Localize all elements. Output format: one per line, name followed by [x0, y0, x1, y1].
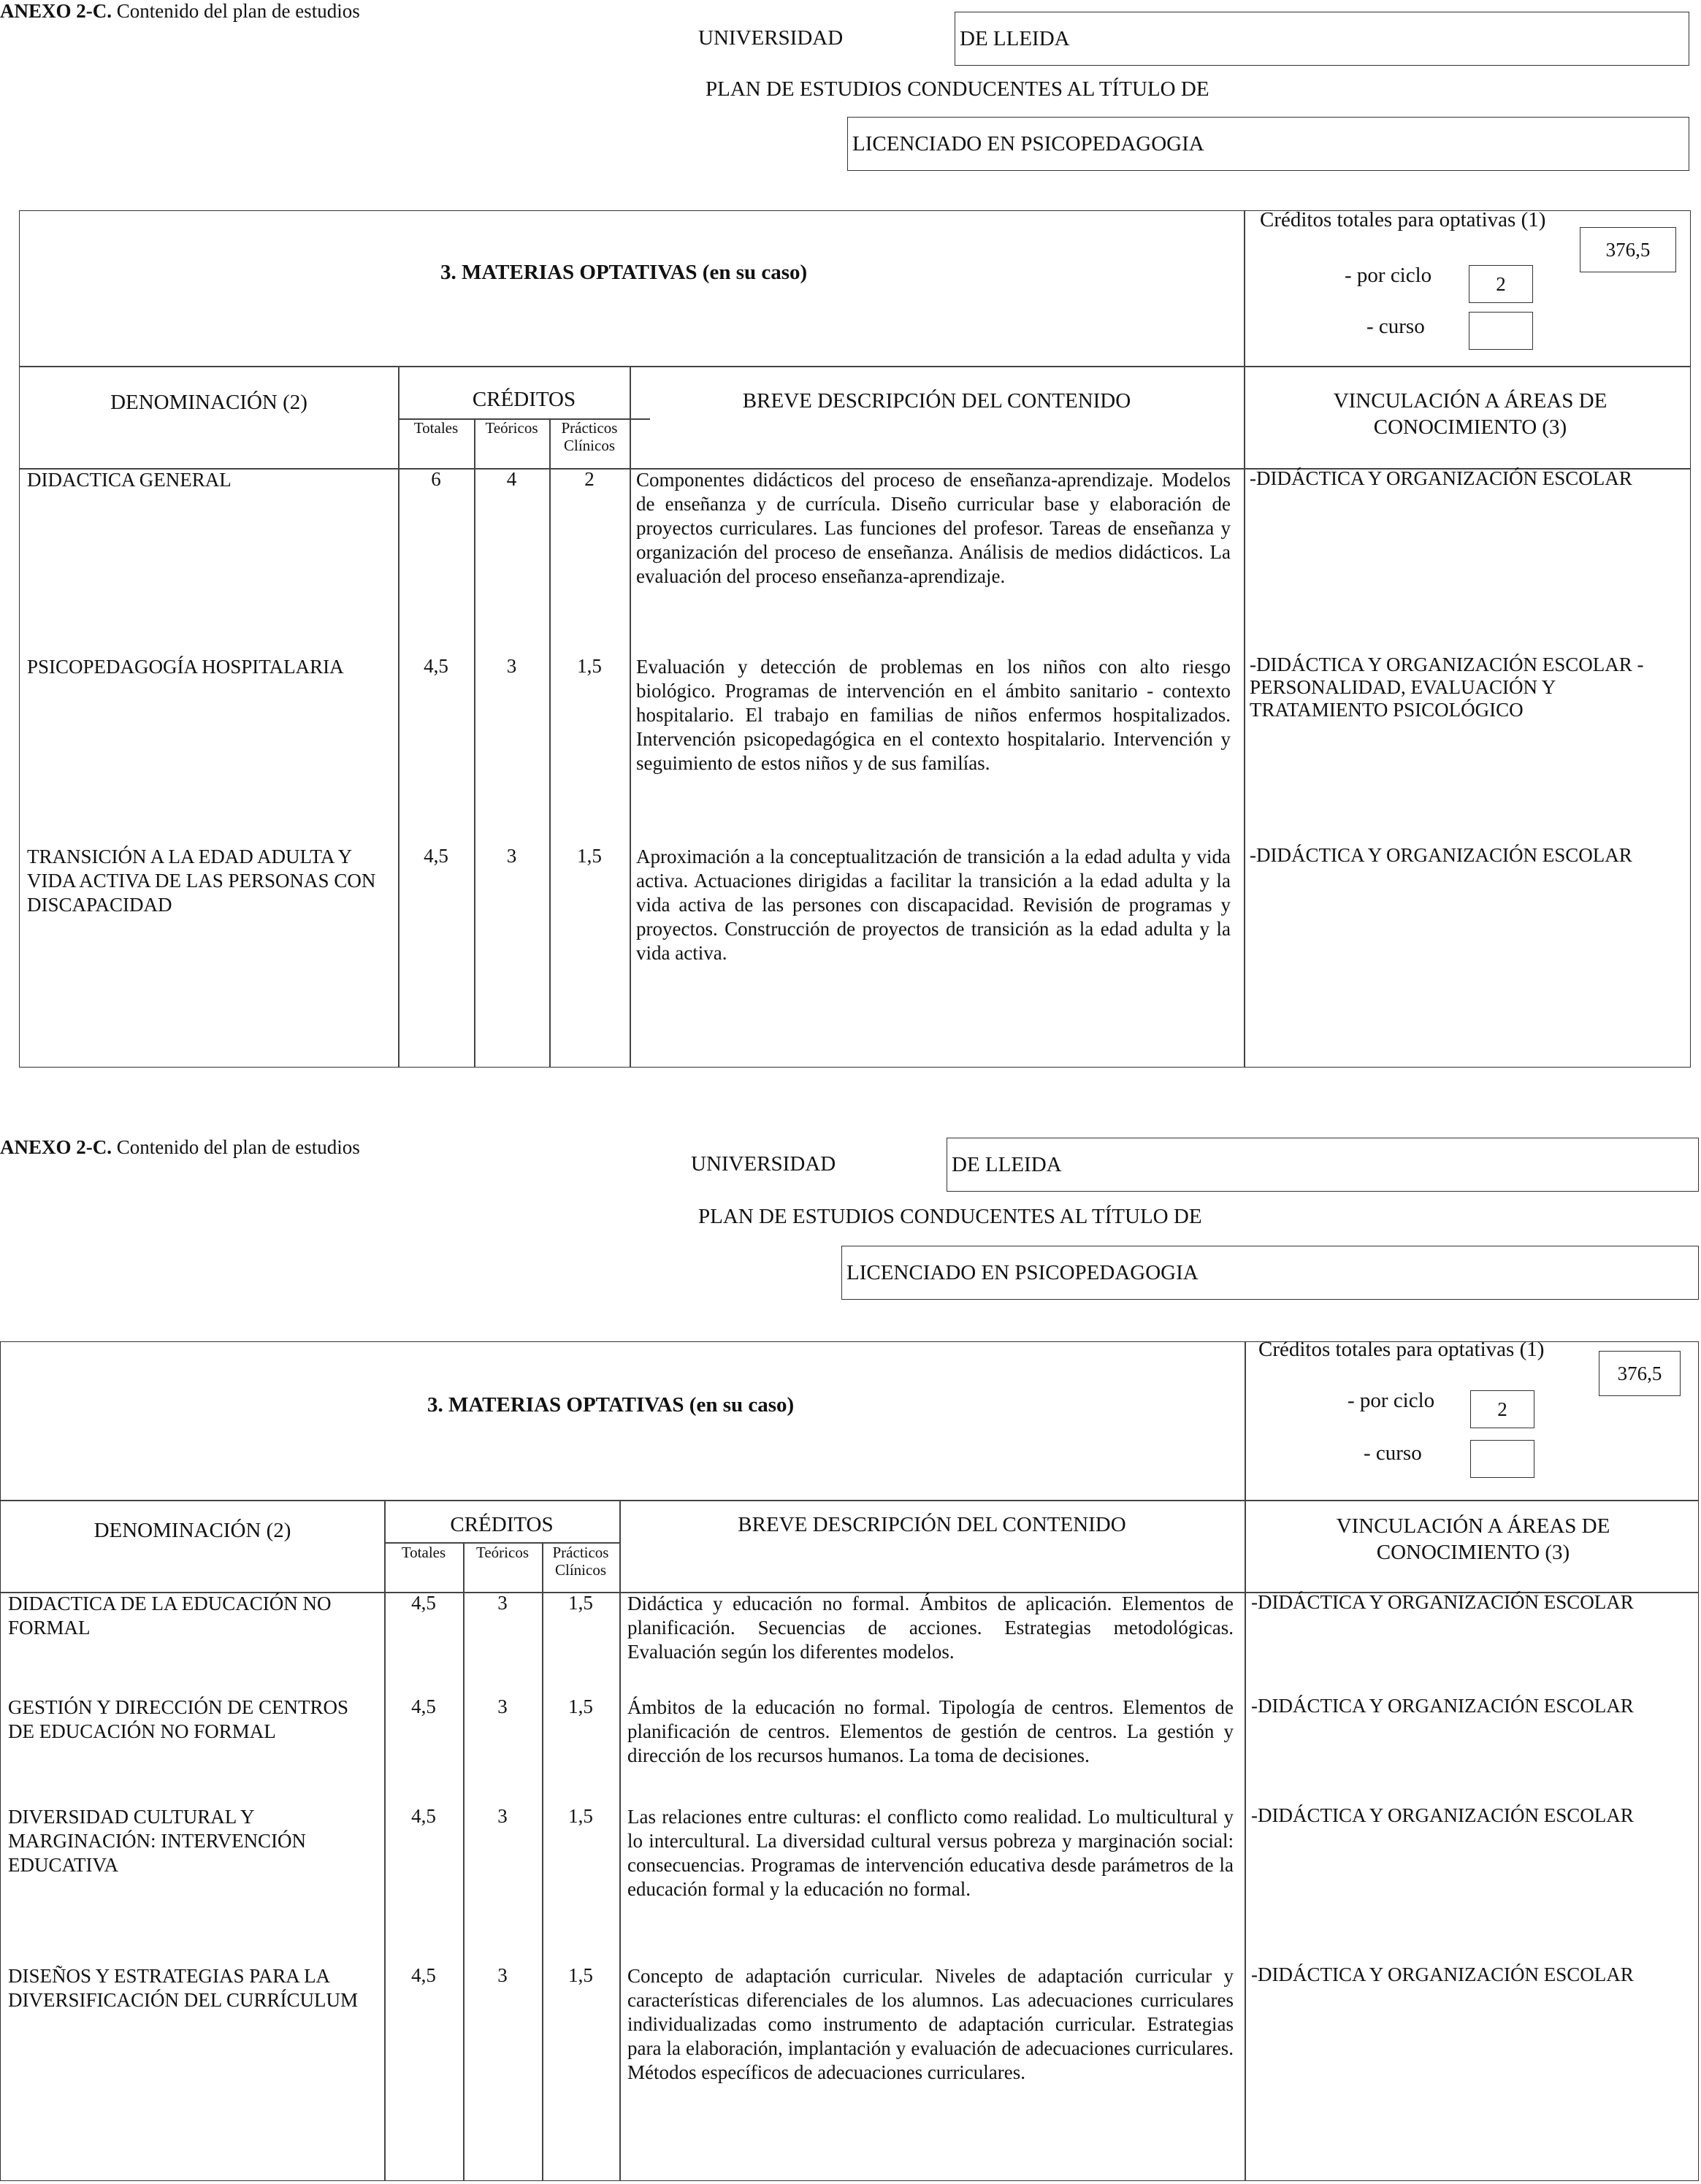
header-practicos: Prácticos Clínicos: [552, 1544, 609, 1579]
por-ciclo-value: 2: [1470, 1390, 1534, 1428]
row-2-descripcion: Evaluación y detección de problemas en los niños con alto riesgo biológico. Programas de intervención en el ámbito sanitario - contexto hospitalario. El trabajo en familias de niños enfermos hospitalizados. Intervención psicopedagógica en el contexto hospitalario. Intervención y seguimiento de estos niños y de sus familías.: [636, 656, 1231, 774]
row-1-denominacion: DIDACTICA GENERAL: [27, 469, 232, 491]
row-2-denominacion: GESTIÓN Y DIRECCIÓN DE CENTROS DE EDUCACIÓN NO FORMAL: [8, 1696, 348, 1742]
row-1-vinculacion: -DIDÁCTICA Y ORGANIZACIÓN ESCOLAR: [1251, 1591, 1634, 1613]
row-3-practicos: 1,5: [577, 845, 602, 867]
row-2-totales: 4,5: [424, 655, 448, 677]
row-2-teoricos: 3: [506, 655, 517, 677]
row-2-vinculacion: -DIDÁCTICA Y ORGANIZACIÓN ESCOLAR: [1251, 1695, 1634, 1717]
plan-label: PLAN DE ESTUDIOS CONDUCENTES AL TÍTULO DE: [698, 1205, 1202, 1228]
row-4-descripcion: Concepto de adaptación curricular. Niveles de adaptación curricular y características diferenciales de los alumnos. Las adecuaciones curriculares individualizadas como instrumento de adaptación curricular. Estrategias para la elaboración, implantación y evaluación de adecuaciones curriculares. Métodos específicos de adecuaciones curriculares.: [627, 1965, 1234, 2083]
row-3-teoricos: 3: [497, 1805, 508, 1827]
row-2-practicos: 1,5: [577, 655, 602, 677]
header-descripcion: BREVE DESCRIPCIÓN DEL CONTENIDO: [738, 1513, 1126, 1536]
row-4-totales: 4,5: [411, 1964, 436, 1986]
por-ciclo-label: - por ciclo: [1348, 1389, 1435, 1412]
header-descripcion: BREVE DESCRIPCIÓN DEL CONTENIDO: [742, 389, 1131, 413]
row-3-practicos: 1,5: [568, 1805, 593, 1827]
row-2-practicos: 1,5: [568, 1696, 593, 1717]
section-title: 3. MATERIAS OPTATIVAS (en su caso): [440, 261, 808, 284]
universidad-value-box: DE LLEIDA: [947, 1138, 1699, 1192]
row-4-denominacion: DISEÑOS Y ESTRATEGIAS PARA LA DIVERSIFICACIÓN DEL CURRÍCULUM: [8, 1965, 359, 2011]
universidad-value-box: DE LLEIDA: [955, 12, 1689, 66]
row-4-practicos: 1,5: [568, 1964, 593, 1986]
por-ciclo-label: - por ciclo: [1345, 264, 1432, 287]
row-3-teoricos: 3: [506, 845, 517, 867]
header-teoricos: Teóricos: [485, 419, 538, 437]
row-1-vinculacion: -DIDÁCTICA Y ORGANIZACIÓN ESCOLAR: [1250, 467, 1632, 489]
row-1-teoricos: 4: [506, 468, 517, 490]
row-1-practicos: 2: [584, 468, 595, 490]
header-creditos: CRÉDITOS: [450, 1513, 554, 1536]
row-4-vinculacion: -DIDÁCTICA Y ORGANIZACIÓN ESCOLAR: [1251, 1963, 1634, 1985]
row-3-totales: 4,5: [424, 845, 448, 867]
row-2-vinculacion: -DIDÁCTICA Y ORGANIZACIÓN ESCOLAR -PERSONALIDAD, EVALUACIÓN Y TRATAMIENTO PSICOLÓGICO: [1250, 654, 1644, 721]
header-vinculacion: VINCULACIÓN A ÁREAS DE CONOCIMIENTO (3): [1333, 389, 1608, 439]
titulo-value-box: LICENCIADO EN PSICOPEDAGOGIA: [847, 117, 1689, 171]
header-totales: Totales: [413, 419, 459, 437]
curso-value: [1470, 1440, 1534, 1478]
row-3-vinculacion: -DIDÁCTICA Y ORGANIZACIÓN ESCOLAR: [1251, 1804, 1634, 1826]
row-3-totales: 4,5: [411, 1805, 436, 1827]
header-denominacion: DENOMINACIÓN (2): [110, 391, 307, 414]
por-ciclo-value: 2: [1469, 265, 1533, 303]
creditos-totales-value: 376,5: [1580, 227, 1676, 272]
header-totales: Totales: [401, 1544, 446, 1561]
creditos-totales-label: Créditos totales para optativas (1): [1258, 1338, 1545, 1361]
section-title: 3. MATERIAS OPTATIVAS (en su caso): [427, 1393, 795, 1417]
creditos-totales-label: Créditos totales para optativas (1): [1260, 208, 1546, 231]
curso-label: - curso: [1364, 1441, 1422, 1465]
row-1-descripcion: Didáctica y educación no formal. Ámbitos de aplicación. Elementos de planificación. Secuencias de acciones. Estrategias metodológicas. Evaluación según los diferentes modelos.: [627, 1593, 1234, 1663]
row-3-denominacion: DIVERSIDAD CULTURAL Y MARGINACIÓN: INTERVENCIÓN EDUCATIVA: [8, 1806, 307, 1876]
row-3-descripcion: Las relaciones entre culturas: el conflicto como realidad. Lo multicultural y lo intercultural. La diversidad cultural versus pobreza y marginación social: consecuencias. Programas de intervención educativa desde parámetros de la educación formal y la educación no formal.: [627, 1806, 1234, 1900]
header-teoricos: Teóricos: [475, 1544, 529, 1561]
row-2-descripcion: Ámbitos de la educación no formal. Tipología de centros. Elementos de planificación de centros. Elementos de gestión de centros. La gestión y dirección de los recursos humanos. La toma de decisiones.: [627, 1696, 1234, 1766]
universidad-label: UNIVERSIDAD: [691, 1152, 836, 1176]
row-3-denominacion: TRANSICIÓN A LA EDAD ADULTA Y VIDA ACTIVA DE LAS PERSONAS CON DISCAPACIDAD: [27, 846, 376, 916]
document-page-2: [0, 1132, 1701, 2184]
curso-label: - curso: [1366, 315, 1425, 338]
header-creditos: CRÉDITOS: [472, 388, 576, 411]
row-2-denominacion: PSICOPEDAGOGÍA HOSPITALARIA: [27, 656, 344, 678]
curso-value: [1469, 312, 1533, 350]
materias-optativas-table: [0, 1338, 1699, 2181]
row-3-vinculacion: -DIDÁCTICA Y ORGANIZACIÓN ESCOLAR: [1250, 844, 1632, 866]
row-2-totales: 4,5: [411, 1696, 436, 1717]
row-1-descripcion: Componentes didácticos del proceso de enseñanza-aprendizaje. Modelos de enseñanza y de currícula. Diseño curricular base y elaboración de proyectos curriculares. Las funciones del profesor. Tareas de enseñanza y organización del proceso de enseñanza. Análisis de medios didácticos. La evaluación del proceso enseñanza-aprendizaje.: [636, 469, 1231, 587]
titulo-value-box: LICENCIADO EN PSICOPEDAGOGIA: [841, 1246, 1699, 1300]
creditos-totales-value: 376,5: [1599, 1351, 1681, 1396]
row-2-teoricos: 3: [497, 1696, 508, 1717]
universidad-label: UNIVERSIDAD: [698, 26, 844, 50]
row-1-totales: 6: [431, 468, 441, 490]
annex-heading: ANEXO 2-C. Contenido del plan de estudios: [0, 0, 360, 22]
header-practicos: Prácticos Clínicos: [561, 419, 618, 454]
header-vinculacion: VINCULACIÓN A ÁREAS DE CONOCIMIENTO (3): [1336, 1514, 1610, 1564]
row-1-practicos: 1,5: [568, 1592, 593, 1614]
row-4-teoricos: 3: [497, 1964, 508, 1986]
header-denominacion: DENOMINACIÓN (2): [93, 1519, 291, 1542]
row-1-denominacion: DIDACTICA DE LA EDUCACIÓN NO FORMAL: [8, 1593, 332, 1639]
plan-label: PLAN DE ESTUDIOS CONDUCENTES AL TÍTULO DE: [706, 77, 1209, 101]
materias-optativas-table: [19, 210, 1691, 1068]
annex-heading: ANEXO 2-C. Contenido del plan de estudios: [0, 1136, 360, 1158]
row-3-descripcion: Aproximación a la conceptualitzación de transición a la edad adulta y vida activa. Actuaciones dirigidas a facilitar la transición a la edad adulta y la vida activa de las persones con discapacidad. Revisión de programas y proyectos. Construcción de proyectos de transición as la edad adulta y la vida activa.: [636, 846, 1231, 964]
row-1-teoricos: 3: [497, 1592, 508, 1614]
row-1-totales: 4,5: [411, 1592, 436, 1614]
